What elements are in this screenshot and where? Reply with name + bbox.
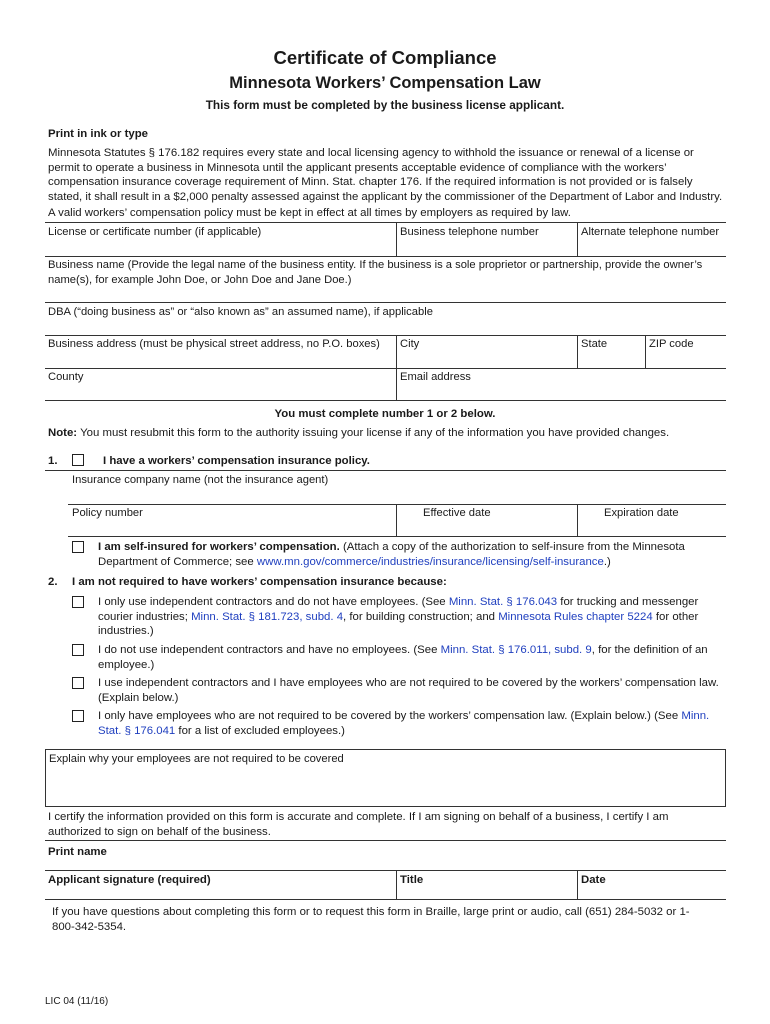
option-2d-part: for a list of excluded employees.) — [175, 724, 345, 737]
form-id: LIC 04 (11/16) — [45, 996, 109, 1007]
statute-paragraph: Minnesota Statutes § 176.182 requires every state and local licensing agency to withhold the issuance or renewal of a license or permit to operate a business in Minnesota until the applicant presents acceptable evidence of compliance with the workers’ compensation insurance coverage requirement of Minn. Stat. chapter 176. If the required information is not provided or is falsely stated, it shall result in a $2,000 penalty assessed against the applicant by the commissioner of the Department of Labor and Industry. — [48, 147, 723, 203]
date-field[interactable]: Date — [581, 874, 606, 886]
option-2a-text — [98, 595, 728, 639]
grid-rule — [45, 840, 726, 841]
note-text: You must resubmit this form to the authority issuing your license if any of the information you have provided changes. — [80, 427, 670, 439]
option-1-checkbox[interactable] — [72, 454, 84, 466]
statute-link-176-041[interactable]: Minn. Stat. § 176.041 — [98, 710, 710, 737]
policy-number-field[interactable]: Policy number — [72, 507, 143, 519]
grid-divider — [396, 504, 397, 536]
note-label: Note: — [48, 427, 78, 439]
grid-rule — [45, 256, 726, 257]
option-2-heading: I am not required to have workers’ compensation insurance because: — [72, 576, 447, 588]
city-field[interactable]: City — [400, 338, 420, 350]
self-insurance-link[interactable]: www.mn.gov/commerce/industries/insurance/licensing/self-insurance — [256, 555, 604, 568]
insurer-field[interactable]: Insurance company name (not the insurance agent) — [72, 474, 329, 486]
option-2-number: 2. — [48, 576, 58, 588]
grid-divider — [577, 870, 578, 899]
self-insured-heading: I am self-insured for workers’ compensation. — [98, 541, 340, 553]
print-name-field[interactable]: Print name — [48, 846, 107, 858]
option-2a-part: for trucking and messenger courier industries; — [98, 596, 699, 623]
option-2b-part: , for the definition of an employee.) — [98, 644, 708, 671]
statute-link-176-011[interactable]: Minn. Stat. § 176.011, subd. 9 — [440, 644, 592, 656]
resubmit-note — [48, 426, 728, 441]
form-title: Certificate of Compliance — [273, 47, 497, 68]
grid-rule — [45, 368, 726, 369]
self-insured-body: (Attach a copy of the authorization to self-insure from the Minnesota Department of Commerce; see — [98, 541, 685, 568]
self-insured-text — [98, 540, 728, 569]
grid-rule — [45, 870, 726, 871]
questions-text: If you have questions about completing this form or to request this form in Braille, large print or audio, call (651) 284-5032 or 1-800-342-5354. — [52, 906, 690, 933]
grid-rule — [68, 504, 726, 505]
option-2a-part: , for building construction; and — [343, 610, 499, 623]
explain-textbox[interactable] — [45, 749, 726, 807]
form-subtitle: Minnesota Workers’ Compensation Law — [229, 74, 541, 92]
license-number-field[interactable]: License or certificate number (if applicable) — [48, 226, 262, 238]
option-1-heading: I have a workers’ compensation insurance policy. — [103, 455, 370, 467]
grid-divider — [577, 504, 578, 536]
dba-field[interactable]: DBA (“doing business as” or “also known as” an assumed name), if applicable — [48, 306, 433, 318]
policy-note: A valid workers’ compensation policy must be kept in effect at all times by employers as required by law. — [48, 207, 571, 219]
grid-rule — [45, 335, 726, 336]
grid-divider — [396, 870, 397, 899]
option-2d-part: I only have employees who are not required to be covered by the workers’ compensation law. (Explain below.) (See — [98, 710, 682, 722]
business-phone-field[interactable]: Business telephone number — [400, 226, 539, 238]
option-1-number: 1. — [48, 455, 58, 467]
form-instruction: This form must be completed by the business license applicant. — [205, 98, 565, 112]
option-2a-checkbox[interactable] — [72, 596, 84, 608]
business-name-field[interactable]: Business name (Provide the legal name of the business entity. If the business is a sole proprietor or partnership, provide the owner’s name(s), for example John Doe, or John Doe and Jane Doe.) — [48, 259, 703, 286]
grid-divider — [396, 222, 397, 256]
option-2b-checkbox[interactable] — [72, 644, 84, 656]
state-field[interactable]: State — [581, 338, 608, 350]
self-insured-end: .) — [603, 555, 611, 568]
grid-divider — [577, 335, 578, 368]
option-2a-part: for other industries.) — [98, 610, 699, 637]
grid-rule — [45, 302, 726, 303]
grid-rule — [68, 536, 726, 537]
address-field[interactable]: Business address (must be physical street address, no P.O. boxes) — [48, 338, 380, 350]
grid-rule — [45, 470, 726, 471]
statute-link-181-723[interactable]: Minn. Stat. § 181.723, subd. 4 — [191, 610, 344, 623]
certification-text: I certify the information provided on this form is accurate and complete. If I am signing on behalf of a business, I certify I am authorized to sign on behalf of the business. — [48, 811, 669, 838]
option-2d-text — [98, 709, 728, 738]
statute-link-176-043[interactable]: Minn. Stat. § 176.043 — [448, 596, 558, 608]
option-2c-text: I use independent contractors and I have employees who are not required to be covered by the workers’ compensation law. (Explain below.) — [98, 677, 719, 704]
rules-link-5224[interactable]: Minnesota Rules chapter 5224 — [498, 610, 653, 623]
email-field[interactable]: Email address — [400, 371, 471, 383]
option-2c-checkbox[interactable] — [72, 677, 84, 689]
self-insured-checkbox[interactable] — [72, 541, 84, 553]
county-field[interactable]: County — [48, 371, 84, 383]
grid-rule — [45, 899, 726, 900]
option-2d-checkbox[interactable] — [72, 710, 84, 722]
effective-date-field[interactable]: Effective date — [423, 507, 491, 519]
option-2b-part: I do not use independent contractors and have no employees. (See — [98, 644, 441, 656]
must-complete-heading: You must complete number 1 or 2 below. — [274, 408, 496, 420]
grid-divider — [577, 222, 578, 256]
zip-field[interactable]: ZIP code — [649, 338, 694, 350]
grid-divider — [645, 335, 646, 368]
grid-rule — [45, 400, 726, 401]
signature-field[interactable]: Applicant signature (required) — [48, 874, 211, 886]
print-note: Print in ink or type — [48, 128, 148, 140]
option-2b-text — [98, 643, 728, 672]
alt-phone-field[interactable]: Alternate telephone number — [581, 226, 720, 238]
grid-rule — [45, 222, 726, 223]
option-2a-part: I only use independent contractors and do not have employees. (See — [98, 596, 449, 608]
title-field[interactable]: Title — [400, 874, 424, 886]
explain-label: Explain why your employees are not required to be covered — [49, 753, 344, 765]
expiration-date-field[interactable]: Expiration date — [604, 507, 679, 519]
